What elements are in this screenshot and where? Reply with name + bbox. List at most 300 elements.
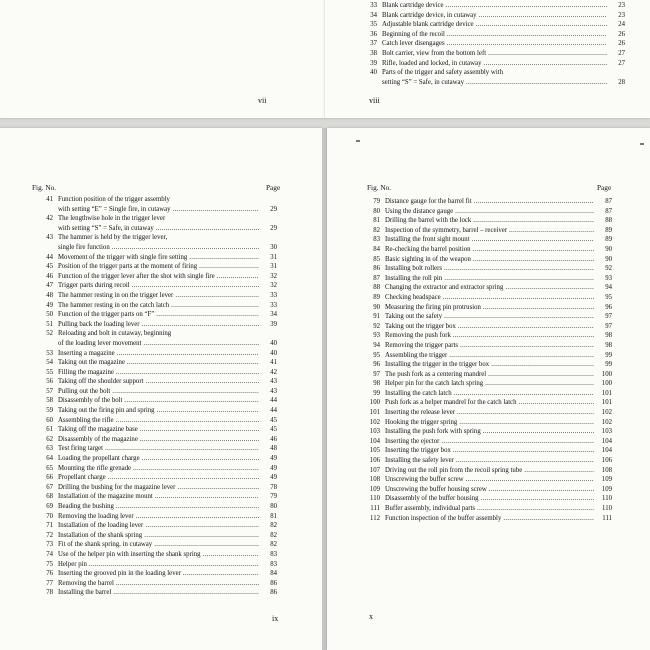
page-ref: 49: [270, 474, 277, 482]
figure-number: 80: [373, 207, 380, 215]
figure-number: 55: [46, 368, 53, 376]
figure-number: 106: [369, 457, 380, 465]
toc-entry: [365, 446, 612, 456]
figure-number: 94: [373, 341, 380, 349]
page-ref: 27: [618, 49, 625, 57]
page-ref: 30: [270, 243, 277, 251]
page-edge-mark: [640, 143, 644, 145]
entry-title: Distance gauge for the barrel fit: [385, 198, 472, 205]
figure-number: 46: [46, 272, 53, 280]
page-ref: 86: [270, 589, 277, 597]
toc-entry: [35, 291, 277, 301]
toc-entry: [365, 360, 612, 370]
toc-entry: [365, 351, 612, 361]
entry-title: Adjustable blank cartridge device: [382, 21, 474, 29]
entry-title: Re-checking the barrel position: [385, 245, 471, 253]
toc-entry: [35, 425, 277, 435]
figure-number: 108: [369, 476, 380, 484]
page-ref: 27: [618, 59, 625, 67]
toc-entry: [365, 466, 612, 476]
toc-entry: [35, 444, 277, 454]
entry-title: Checking headspace: [385, 293, 441, 301]
toc-entry: [35, 214, 277, 233]
toc-entry: [365, 226, 612, 236]
figure-number: 69: [46, 503, 53, 510]
toc-entry: [35, 492, 277, 502]
toc-entry: [35, 301, 277, 311]
toc-entry: [35, 377, 277, 387]
fig-no-header: Fig. No.: [32, 183, 57, 192]
figure-number: 36: [370, 30, 377, 38]
figure-number: 33: [370, 2, 377, 9]
page-ref: 80: [270, 503, 277, 510]
toc-entry: [365, 255, 612, 265]
page-ref: 94: [605, 284, 612, 292]
entry-title: Installation of the loading lever: [58, 522, 144, 530]
toc-entry: [35, 569, 277, 579]
page-ref: 49: [270, 455, 277, 463]
toc-entry: [35, 320, 277, 330]
figure-number: 90: [373, 303, 380, 311]
figure-number: 78: [46, 589, 53, 597]
entry-title: Push fork as a helper mandrel for the catch latch: [385, 399, 517, 407]
entry-title: Taking off the magazine base: [58, 426, 138, 434]
entry-title: Measuring the firing pin protrusion: [385, 303, 481, 311]
figure-number: 38: [370, 49, 377, 57]
entry-title: Propellant charge: [58, 474, 106, 482]
entry-title: Bolt carrier, view from the bottom left: [382, 49, 487, 57]
toc-entry: [365, 418, 612, 428]
page-ref: 101: [601, 399, 612, 407]
toc-entry: [365, 322, 612, 332]
entry-title: Beginning of the recoil: [382, 30, 445, 38]
figure-number: 86: [373, 265, 380, 273]
page-ref: 23: [618, 2, 625, 9]
entry-title: Installation of the magazine mount: [58, 493, 153, 501]
page-ref: 39: [270, 320, 277, 328]
page-number: x: [369, 612, 373, 621]
page-ref: 78: [270, 483, 277, 491]
toc-entry: [365, 312, 612, 322]
figure-number: 100: [369, 399, 380, 407]
page-ref: 32: [270, 282, 277, 290]
entry-title: Changing the extractor and extractor spring: [385, 284, 504, 292]
entry-title: Function of the trigger lever after the shot with single fire: [58, 272, 215, 280]
toc-entry: [35, 396, 277, 406]
figure-number: 85: [373, 255, 380, 263]
entry-title: Movement of the trigger with single fire setting: [58, 253, 188, 261]
entry-title: The hammer resting in on the trigger lever: [58, 291, 174, 299]
toc-entry: [365, 408, 612, 418]
figure-number: 43: [46, 234, 53, 242]
figure-number: 111: [370, 505, 380, 512]
page-ref: 40: [270, 349, 277, 357]
toc-entry: [365, 398, 612, 408]
page-ref: 104: [601, 447, 612, 455]
figure-number: 102: [369, 418, 380, 426]
toc-entry: [365, 293, 612, 303]
page-ref: 103: [601, 428, 612, 436]
toc-entry: [35, 502, 277, 512]
page-ref: 48: [270, 445, 277, 453]
figure-number: 68: [46, 493, 53, 501]
figure-number: 45: [46, 263, 53, 271]
entry-title: Function of the trigger parts on “F”: [58, 311, 155, 319]
entry-title: Inserting a magazine: [58, 349, 115, 357]
figure-number: 67: [46, 483, 53, 491]
entry-title: Inspection of the symmetry, barrel – receiver: [385, 226, 508, 234]
page-ref: 110: [602, 495, 612, 503]
page-ref: 102: [601, 409, 612, 417]
entry-title: Disassembly of the bolt: [58, 397, 123, 405]
page-ref: 26: [618, 40, 625, 48]
figure-number: 75: [46, 560, 53, 568]
figure-number: 104: [369, 437, 380, 445]
toc-entry: [35, 329, 277, 348]
entry-title-continued: setting “S” = Safe, in cutaway: [382, 78, 464, 86]
entry-title-continued: with setting “E” = Single fire, in cutaway: [58, 205, 171, 213]
entry-title: Test firing target: [58, 445, 104, 453]
toc-entry: [35, 560, 277, 570]
page-ref: 83: [270, 560, 277, 568]
entry-title-continued: of the loading lever movement: [58, 339, 142, 347]
toc-entry: [365, 283, 612, 293]
entry-title: Filling the magazine: [58, 368, 114, 376]
page-ref: 29: [270, 224, 277, 232]
toc-entry: [35, 281, 277, 291]
entry-title: Blank cartridge device: [382, 2, 444, 9]
toc-entry: [365, 331, 612, 341]
entry-title: Pulling out the bolt: [58, 387, 111, 395]
page-ref: 90: [605, 255, 612, 263]
entry-title: Mounting the rifle grenade: [58, 464, 132, 472]
page-ref: 34: [270, 311, 277, 319]
toc-entry: [35, 454, 277, 464]
toc-entry: [355, 59, 625, 69]
entry-title: Catch lever disengages: [382, 40, 445, 48]
entry-title: Removing the push fork: [385, 332, 451, 340]
page-header: Page: [597, 183, 612, 192]
entry-title: Assembling the trigger: [385, 351, 448, 359]
page-ref: 42: [270, 368, 277, 376]
toc-entry: [35, 416, 277, 426]
entry-title: Helper pin: [58, 560, 87, 568]
entry-title: Hooking the trigger spring: [385, 418, 458, 426]
toc-entry: [355, 20, 625, 30]
toc-entry: [365, 475, 612, 485]
figure-number: 110: [370, 495, 380, 503]
figure-number: 40: [370, 69, 377, 77]
entry-title: Inserting the ejector: [385, 437, 440, 445]
entry-title: Inserting the grooved pin in the loading lever: [58, 570, 181, 578]
page-ref: 100: [601, 380, 612, 388]
figure-number: 84: [373, 245, 380, 253]
figure-number: 35: [370, 21, 377, 29]
toc-entry: [355, 1, 625, 11]
page-ref: 87: [605, 198, 612, 205]
entry-title: Installing the roll pin: [385, 274, 443, 282]
entry-title: Drilling the bushing for the magazine lever: [58, 483, 176, 491]
figure-number: 97: [373, 370, 380, 378]
page-ref: 102: [601, 418, 612, 426]
entry-title: Inserting the release lever: [385, 409, 456, 417]
page-ref: 99: [605, 351, 612, 359]
figure-number: 58: [46, 397, 53, 405]
toc-entry: [365, 235, 612, 245]
figure-number: 70: [46, 512, 53, 520]
page-ref: 43: [270, 378, 277, 386]
figure-number: 63: [46, 445, 53, 453]
entry-title: Taking out the firing pin and spring: [58, 407, 155, 415]
toc-entry: [35, 550, 277, 560]
toc-entry: [365, 437, 612, 447]
figure-number: 65: [46, 464, 53, 472]
toc-list: [365, 197, 612, 523]
figure-number: 39: [370, 59, 377, 67]
figure-number: 49: [46, 301, 53, 309]
figure-number: 98: [373, 380, 380, 388]
toc-entry: [365, 485, 612, 495]
figure-number: 66: [46, 474, 53, 482]
toc-entry: [365, 341, 612, 351]
page-viii: [325, 0, 650, 118]
page-ref: 46: [270, 435, 277, 443]
page-ref: 44: [270, 407, 277, 415]
page-ref: 95: [605, 293, 612, 301]
page-ref: 88: [605, 217, 612, 225]
figure-number: 71: [46, 522, 53, 530]
page-ref: 24: [618, 21, 625, 29]
toc-entry: [365, 245, 612, 255]
figure-number: 60: [46, 416, 53, 424]
toc-entry: [365, 264, 612, 274]
entry-title: Taking out the safety: [385, 313, 443, 321]
page-ref: 101: [601, 389, 612, 397]
page-ref: 33: [270, 291, 277, 299]
figure-number: 88: [373, 284, 380, 292]
entry-title: Unscrewing the buffer screw: [385, 476, 464, 484]
page-ref: 96: [605, 303, 612, 311]
page-ref: 41: [270, 359, 277, 367]
page-ref: 109: [601, 476, 612, 484]
entry-title: Function position of the trigger assembly: [58, 196, 170, 203]
entry-title: The hammer resting in on the catch latch: [58, 301, 170, 309]
figure-number: 93: [373, 332, 380, 340]
figure-number: 52: [46, 330, 53, 338]
figure-number: 87: [373, 274, 380, 282]
entry-title: Pulling back the loading lever: [58, 320, 140, 328]
page-gap: [0, 118, 650, 128]
figure-number: 56: [46, 378, 53, 386]
toc-entry: [35, 464, 277, 474]
entry-title-continued: single fire function: [58, 243, 110, 251]
page-ref: 45: [270, 416, 277, 424]
page-ref: 82: [270, 531, 277, 539]
toc-entry: [365, 504, 612, 514]
toc-entry: [365, 456, 612, 466]
page-ref: 99: [605, 361, 612, 369]
entry-title: Drilling the barrel with the lock: [385, 217, 472, 225]
entry-title: Removing the barrel: [58, 579, 114, 587]
figure-number: 79: [373, 198, 380, 205]
figure-number: 99: [373, 389, 380, 397]
toc-entry: [35, 368, 277, 378]
toc-entry: [35, 540, 277, 550]
page-ref: 81: [270, 512, 277, 520]
page-ix: [0, 128, 322, 650]
toc-entry: [365, 389, 612, 399]
toc-entry: [365, 197, 612, 207]
page-ref: 108: [601, 466, 612, 474]
toc-entry: [35, 253, 277, 263]
figure-number: 54: [46, 359, 53, 367]
toc-entry: [365, 274, 612, 284]
page-ref: 89: [605, 226, 612, 234]
figure-number: 112: [370, 514, 380, 522]
page-ref: 82: [270, 522, 277, 530]
figure-number: 91: [373, 313, 380, 321]
toc-entry: [35, 473, 277, 483]
figure-number: 51: [46, 320, 53, 328]
page-ref: 33: [270, 301, 277, 309]
entry-title: Reloading and bolt in cutaway, beginning: [58, 330, 172, 338]
page-edge-mark: [356, 140, 360, 142]
page-ref: 100: [601, 370, 612, 378]
figure-number: 73: [46, 541, 53, 549]
toc-entry: [35, 406, 277, 416]
page-ref: 32: [270, 272, 277, 280]
page-ref: 93: [605, 274, 612, 282]
figure-number: 59: [46, 407, 53, 415]
fig-no-header: Fig. No.: [367, 183, 392, 192]
entry-title: Installing the safety lever: [385, 457, 454, 465]
figure-number: 72: [46, 531, 53, 539]
figure-number: 81: [373, 217, 380, 225]
entry-title: Removing the trigger parts: [385, 341, 459, 349]
entry-title: Disassembly of the magazine: [58, 435, 138, 443]
toc-entry: [35, 233, 277, 252]
figure-number: 105: [369, 447, 380, 455]
page-ref: 98: [605, 341, 612, 349]
toc-entry: [35, 579, 277, 589]
figure-number: 103: [369, 428, 380, 436]
figure-number: 62: [46, 435, 53, 443]
toc-entry: [355, 49, 625, 59]
figure-number: 61: [46, 426, 53, 434]
entry-title: Parts of the trigger and safety assembly with: [382, 69, 503, 77]
page-ref: 49: [270, 464, 277, 472]
toc-entry: [35, 349, 277, 359]
figure-number: 96: [373, 361, 380, 369]
figure-number: 107: [369, 466, 380, 474]
page-ref: 31: [270, 263, 277, 271]
entry-title: Position of the trigger parts at the moment of firing: [58, 263, 198, 271]
page-ref: 29: [270, 205, 277, 213]
entry-title: Trigger parts during recoil: [58, 282, 130, 290]
entry-title: The lengthwise hole in the trigger lever: [58, 215, 166, 223]
entry-title: Installing the catch latch: [385, 389, 452, 397]
toc-entry: [35, 483, 277, 493]
page-ref: 89: [605, 236, 612, 244]
figure-number: 95: [373, 351, 380, 359]
figure-number: 42: [46, 215, 53, 223]
figure-number: 47: [46, 282, 53, 290]
toc-entry: [365, 514, 612, 524]
toc-entry: [35, 531, 277, 541]
toc-entry: [35, 387, 277, 397]
entry-title: The push fork as a centering mandrel: [385, 370, 487, 378]
entry-title: Taking off the shoulder support: [58, 378, 144, 386]
figure-number: 92: [373, 322, 380, 330]
toc-entry: [365, 379, 612, 389]
entry-title: Assembling the rifle: [58, 416, 114, 424]
page-ref: 40: [270, 339, 277, 347]
toc-entry: [355, 30, 625, 40]
page-ref: 90: [605, 245, 612, 253]
page-ref: 83: [270, 550, 277, 558]
entry-title: Helper pin for the catch latch spring: [385, 380, 484, 388]
page-ref: 86: [270, 579, 277, 587]
figure-number: 53: [46, 349, 53, 357]
entry-title: Blank cartridge device, in cutaway: [382, 11, 477, 19]
entry-title: Unscrewing the buffer housing screw: [385, 485, 487, 493]
toc-entry: [365, 427, 612, 437]
figure-number: 77: [46, 579, 53, 587]
toc-entry: [35, 262, 277, 272]
toc-list: [35, 195, 277, 598]
entry-title: Beading the bushing: [58, 503, 114, 510]
entry-title: Installation of the shank spring: [58, 531, 143, 539]
entry-title: Function inspection of the buffer assembly: [385, 514, 502, 522]
entry-title: Rifle, loaded and locked, in cutaway: [382, 59, 482, 67]
toc-entry: [35, 435, 277, 445]
page-ref: 28: [618, 78, 625, 86]
page-ref: 97: [605, 322, 612, 330]
figure-number: 37: [370, 40, 377, 48]
entry-title: Loading the propellant charge: [58, 455, 140, 463]
entry-title: Installing the trigger in the trigger box: [385, 361, 490, 369]
toc-entry: [35, 512, 277, 522]
toc-entry: [365, 207, 612, 217]
page-number: ix: [272, 614, 279, 623]
page-ref: 44: [270, 397, 277, 405]
page-ref: 104: [601, 437, 612, 445]
entry-title-continued: with setting “S” = Safe, in cutaway: [58, 224, 154, 232]
page-ref: 79: [270, 493, 277, 501]
page-ref: 87: [605, 207, 612, 215]
page-ref: 92: [605, 265, 612, 273]
page-number: vii: [258, 96, 267, 105]
entry-title: Fit of the shank spring, in cutaway: [58, 541, 153, 549]
page-ref: 106: [601, 457, 612, 465]
toc-entry: [355, 11, 625, 21]
figure-number: 101: [369, 409, 380, 417]
page-ref: 109: [601, 485, 612, 493]
entry-title: Removing the loading lever: [58, 512, 134, 520]
page-ref: 111: [602, 514, 612, 522]
toc-entry: [35, 358, 277, 368]
page-ref: 82: [270, 541, 277, 549]
figure-number: 83: [373, 236, 380, 244]
entry-title: Basic sighting in of the weapon: [385, 255, 471, 263]
entry-title: Disassembly of the buffer housing: [385, 495, 479, 503]
page-header: Page: [266, 183, 281, 192]
figure-number: 89: [373, 293, 380, 301]
figure-number: 74: [46, 550, 53, 558]
entry-title: Using the distance gauge: [385, 207, 454, 215]
page-x: [327, 128, 650, 650]
entry-title: Installing bolt rollers: [385, 265, 443, 273]
